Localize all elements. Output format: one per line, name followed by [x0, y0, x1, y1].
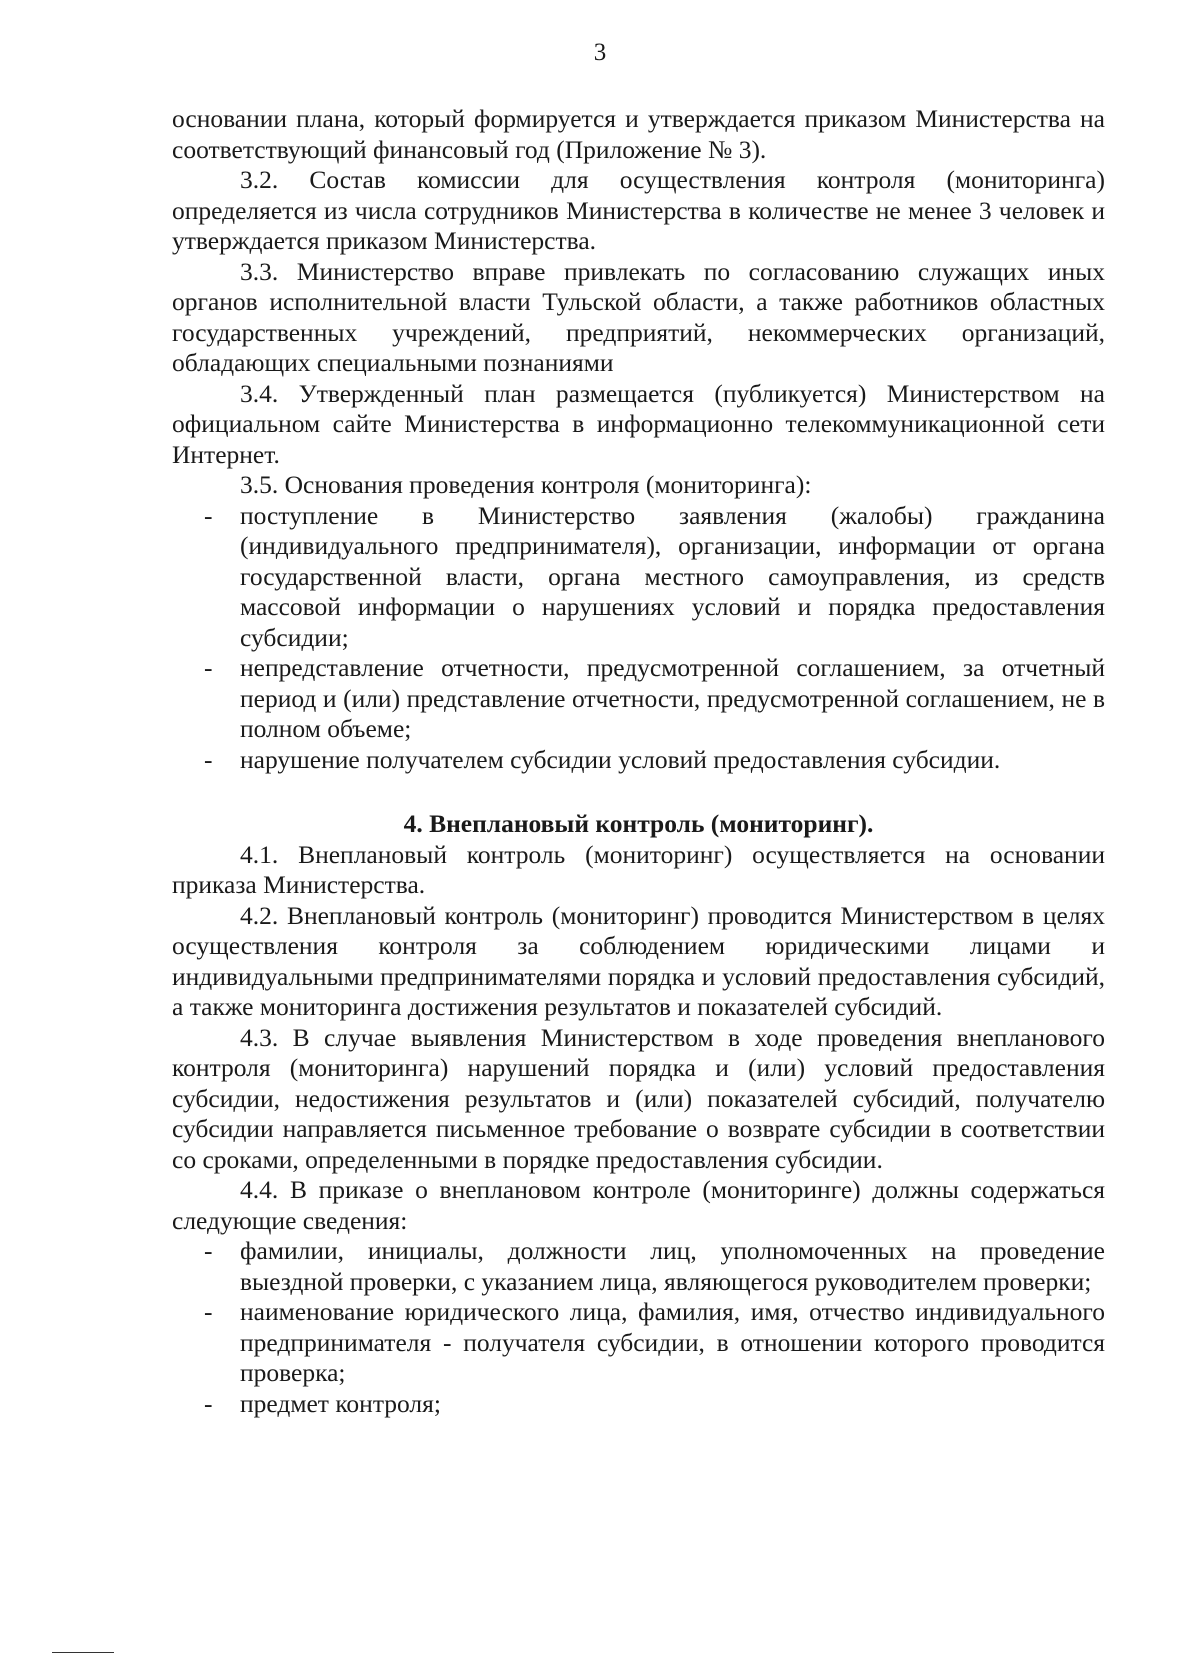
paragraph-4-1: 4.1. Внеплановый контроль (мониторинг) осуществляется на основании приказа Министерства.: [172, 839, 1105, 899]
paragraph-3-5: 3.5. Основания проведения контроля (мониторинга):: [240, 470, 812, 499]
list-item: [172, 501, 1105, 654]
list-item-text: наименование юридического лица, фамилия, имя, отчество индивидуального предпринимателя - получателя субсидии, в отношении которого проводится проверка;: [240, 1297, 1105, 1387]
list-item-text: непредставление отчетности, предусмотренной соглашением, за отчетный период и (или) представление отчетности, предусмотренной соглашением, не в полном объеме;: [240, 653, 1105, 743]
page-number: 3: [593, 39, 607, 66]
paragraph-3-4: 3.4. Утвержденный план размещается (публикуется) Министерством на официальном сайте Министерства в информационно телекоммуникационной сети Интернет.: [172, 378, 1105, 469]
list-dash: -: [204, 1236, 213, 1265]
paragraph-3-3: 3.3. Министерство вправе привлекать по согласованию служащих иных органов исполнительной власти Тульской области, а также работников областных государственных учреждений, предприятий, некоммерческих организаций, обладающих специальными познаниями: [172, 256, 1105, 377]
list-dash: -: [204, 744, 213, 774]
paragraph-continuation: основании плана, который формируется и утверждается приказом Министерства на соответствующий финансовый год (Приложение № 3).: [172, 104, 1105, 164]
list-item: [172, 653, 1105, 745]
list-grounds: [172, 501, 1105, 776]
list-dash: -: [204, 500, 213, 530]
list-dash: -: [204, 1388, 213, 1418]
list-item-text: предмет контроля;: [240, 1388, 441, 1418]
document-body: [172, 104, 1105, 1419]
paragraph-4-4: 4.4. В приказе о внеплановом контроле (мониторинге) должны содержаться следующие сведения:: [172, 1175, 1105, 1235]
list-item: [172, 1236, 1105, 1297]
paragraph-3-2: 3.2. Состав комиссии для осуществления контроля (мониторинга) определяется из числа сотрудников Министерства в количестве не менее 3 человек и утверждается приказом Министерства.: [172, 165, 1105, 255]
footer-rule: [52, 1652, 114, 1653]
paragraph-4-3: 4.3. В случае выявления Министерством в ходе проведения внепланового контроля (мониторинга) нарушений порядка и (или) условий предоставления субсидии, недостижения результатов и (или) показателей субсидий, получателю субсидии направляется письменное требование о возврате субсидии в соответствии со сроками, определенными в порядке предоставления субсидии.: [172, 1022, 1105, 1174]
list-item: [172, 1389, 1105, 1420]
list-item-text: фамилии, инициалы, должности лиц, уполномоченных на проведение выездной проверки, с указанием лица, являющегося руководителем проверки;: [240, 1236, 1105, 1296]
list-item: [172, 745, 1105, 776]
list-order-details: [172, 1236, 1105, 1419]
paragraph-4-2: 4.2. Внеплановый контроль (мониторинг) проводится Министерством в целях осуществления контроля за соблюдением юридическими лицами и индивидуальными предпринимателями порядка и условий предоставления субсидий, а также мониторинга достижения результатов и показателей субсидий.: [172, 900, 1105, 1021]
list-item: [172, 1297, 1105, 1389]
list-item-text: нарушение получателем субсидии условий предоставления субсидии.: [240, 744, 1001, 774]
list-item-text: поступление в Министерство заявления (жалобы) гражданина (индивидуального предпринимателя), организации, информации от органа государственной власти, органа местного самоуправления, из средств массовой информации о нарушениях условий и порядка предоставления субсидии;: [240, 500, 1105, 652]
section-heading: 4. Внеплановый контроль (мониторинг).: [403, 809, 874, 838]
list-dash: -: [204, 1297, 213, 1326]
list-dash: -: [204, 653, 213, 682]
